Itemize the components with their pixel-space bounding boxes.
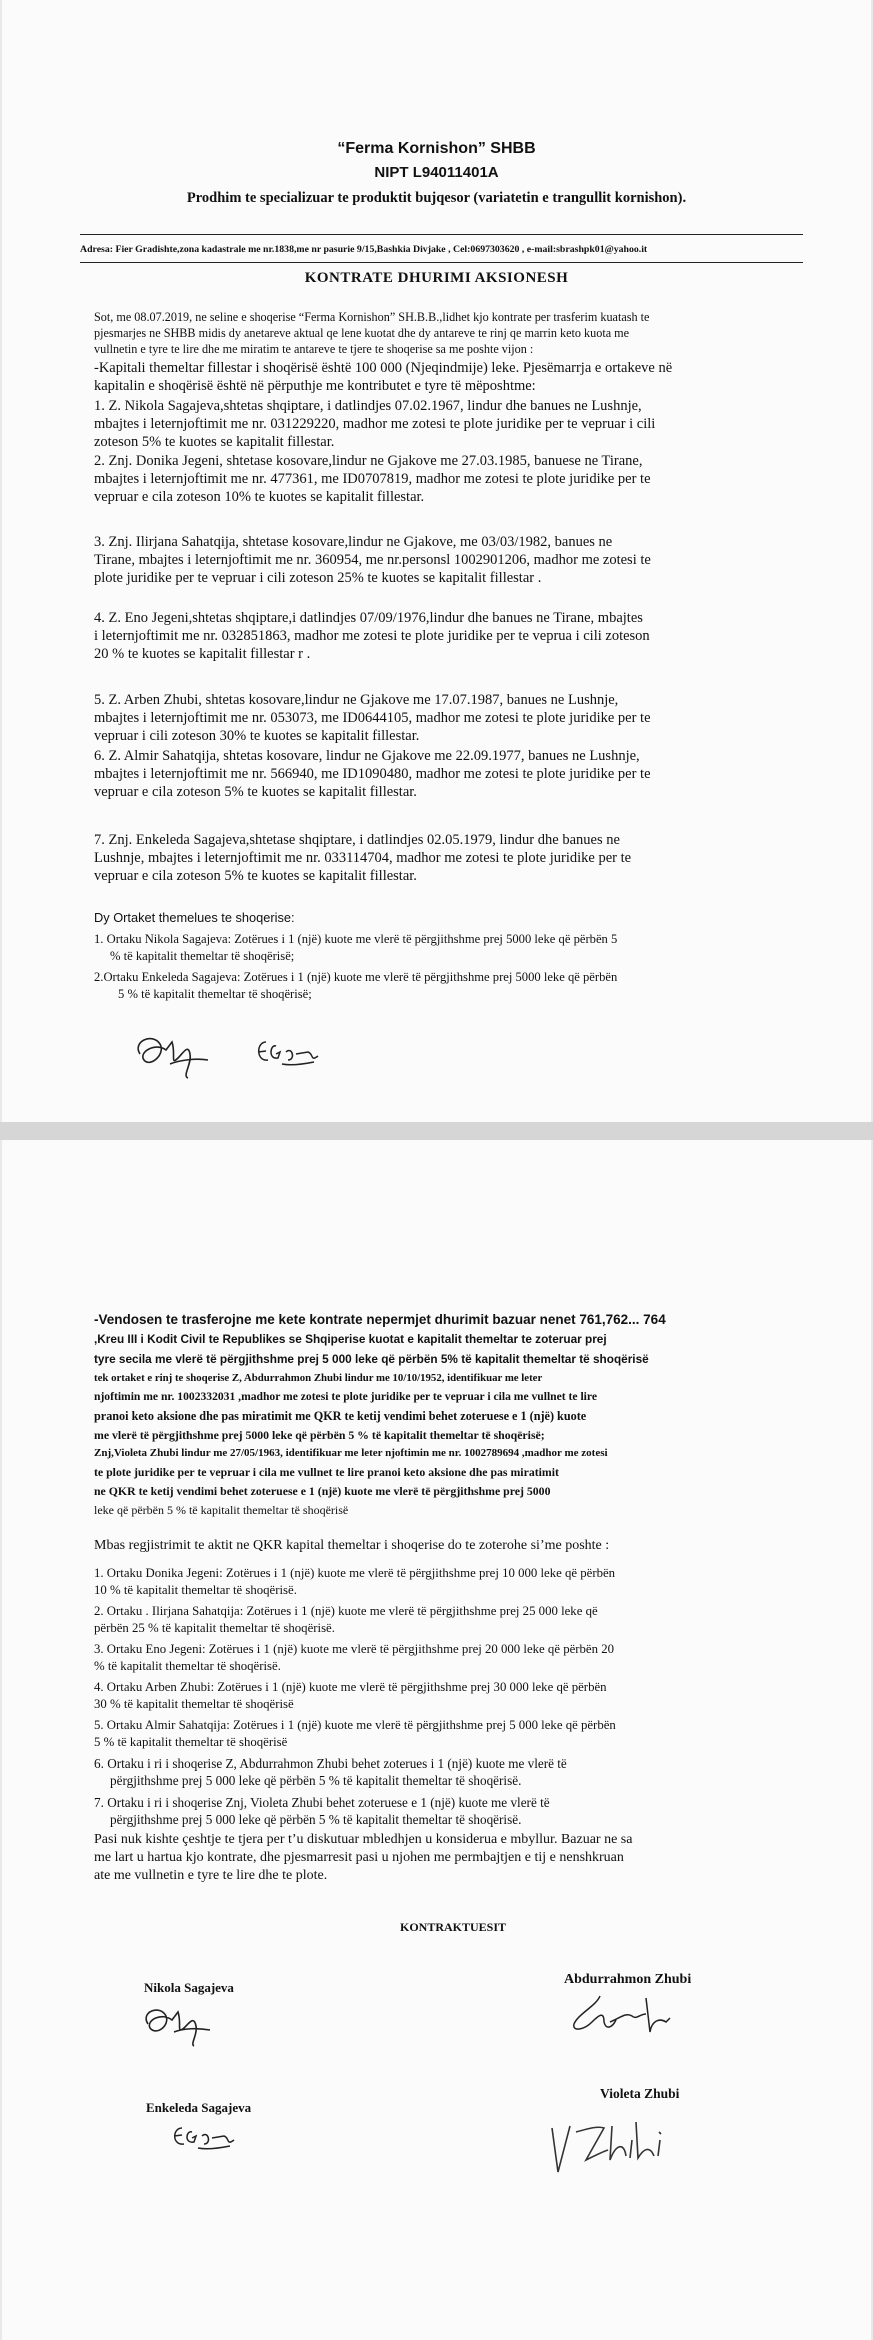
founder-line: 2.Ortaku Enkeleda Sagajeva: Zotërues i 1 (një) kuote me vlerë të përgjithshme prej 5000 leke që përbën: [94, 970, 618, 984]
member-line: 7. Znj. Enkeleda Sagajeva,shtetase shqiptare, i datlindjes 02.05.1979, lindur dhe banues ne: [94, 832, 620, 848]
signatory-name-abdurrahmon: Abdurrahmon Zhubi: [564, 1972, 692, 1987]
member-line: mbajtes i leternjoftimit me nr. 053073, me ID0644105, madhor me zotesi te plote juridike per te: [94, 710, 651, 726]
member-line: vepruar e cila zoteson 5% te kuotes se kapitalit fillestar.: [94, 868, 417, 884]
member-line: vepruar e cila zoteson 5% te kuotes se kapitalit fillestar.: [94, 784, 417, 800]
share-line: përbën 25 % të kapitalit themeltar të shoqërisë.: [94, 1621, 335, 1635]
member-line: i leternjoftimit me nr. 032851863, madhor me zotesi te plote juridike per te veprua i cili zoteson: [94, 628, 650, 644]
share-line: 5. Ortaku Almir Sahatqija: Zotërues i 1 (një) kuote me vlerë të përgjithshme prej 5 000 leke që përbën: [94, 1718, 616, 1732]
decision-line: ne QKR te ketij vendimi behet zoteruese e 1 (një) kuote me vlerë të përgjithshme prej 5000: [94, 1484, 551, 1498]
signatory-name-enkeleda: Enkeleda Sagajeva: [146, 2100, 252, 2115]
decision-line: tyre secila me vlerë të përgjithshme prej 5 000 leke që përbën 5% të kapitalit themeltar të shoqërisë: [94, 1352, 649, 1366]
share-line: 1. Ortaku Donika Jegeni: Zotërues i 1 (një) kuote me vlerë të përgjithshme prej 10 000 leke që përbën: [94, 1566, 616, 1580]
signatory-name-violeta: Violeta Zhubi: [600, 2086, 680, 2101]
decision-line: me vlerë të përgjithshme prej 5000 leke që përbën 5 % të kapitalit themeltar të shoqërisë;: [94, 1428, 545, 1442]
nipt-number: NIPT L94011401A: [374, 164, 499, 181]
company-address: Adresa: Fier Gradishte,zona kadastrale me nr.1838,me nr pasurie 9/15,Bashkia Divjake , Cel:0697303620 , e-mail:sbrashpk01@yahoo.it: [80, 244, 648, 255]
closing-line: me lart u hartua kjo kontrate, dhe pjesmarresit pasi u njohen me permbajtjen e tij e nenshkruan: [94, 1850, 624, 1865]
intro-line: pjesmarjes ne SHBB midis dy anetareve aktual qe lene kuotat dhe dy antareve te rinj qe marrin keto kuota me: [94, 326, 630, 340]
share-line: 30 % të kapitalit themeltar të shoqërisë: [94, 1697, 294, 1711]
header-rule: [80, 234, 803, 235]
member-line: 3. Znj. Ilirjana Sahatqija, shtetase kosovare,lindur ne Gjakove, me 03/03/1982, banues ne: [94, 534, 613, 550]
decision-line: ,Kreu III i Kodit Civil te Republikes se Shqiperise kuotat e kapitalit themeltar te zoteruar prej: [94, 1332, 607, 1346]
founder-line: 1. Ortaku Nikola Sagajeva: Zotërues i 1 (një) kuote me vlerë të përgjithshme prej 5000 leke që përbën 5: [94, 932, 618, 946]
company-subtitle: Prodhim te specializuar te produktit bujqesor (variatetin e trangullit kornishon).: [186, 190, 687, 206]
document-title: KONTRATE DHURIMI AKSIONESH: [304, 270, 569, 286]
member-line: 5. Z. Arben Zhubi, shtetas kosovare,lindur ne Gjakove me 17.07.1987, banues ne Lushnje,: [94, 692, 619, 708]
member-line: vepruar e cila zoteson 10% te kuotes se kapitalit fillestar.: [94, 489, 425, 505]
decision-line: te plote juridike per te vepruar i cila me vullnet te lire pranoi keto aksione dhe pas miratimit: [94, 1465, 559, 1479]
share-line: % të kapitalit themeltar të shoqërisë.: [94, 1659, 281, 1673]
signature-enkeleda-sagajeva: [168, 2120, 243, 2156]
member-line: Tirane, mbajtes i leternjoftimit me nr. 360954, me nr.personsl 1002901206, madhor me zotesi te: [94, 552, 651, 568]
decision-line: leke që përbën 5 % të kapitalit themeltar të shoqërisë: [94, 1503, 349, 1517]
registration-intro: Mbas regjistrimit te aktit ne QKR kapital themeltar i shoqerise do te zoterohe si’me poshte :: [94, 1538, 610, 1553]
member-line: vepruar i cili zoteson 30% te kuotes se kapitalit fillestar.: [94, 728, 420, 744]
capital-line: kapitalin e shoqërisë është në përputhje me kontributet e tyre të mëposhtme:: [94, 378, 536, 394]
company-name: “Ferma Kornishon” SHBB: [337, 140, 536, 157]
decision-line: Znj,Violeta Zhubi lindur me 27/05/1963, identifikuar me leter njoftimin me nr. 1002789694 ,madhor me zotesi: [94, 1447, 608, 1459]
member-line: 20 % te kuotes se kapitalit fillestar r .: [94, 646, 311, 662]
closing-line: Pasi nuk kishte çeshtje te tjera per t’u diskutuar mbledhjen u konsiderua e mbyllur. Bazuar ne sa: [94, 1832, 633, 1847]
member-line: Lushnje, mbajtes i leternjoftimit me nr. 033114704, madhor me zotesi te plote juridike per te: [94, 850, 632, 866]
share-line: 10 % të kapitalit themeltar të shoqërisë.: [94, 1583, 297, 1597]
capital-line: -Kapitali themeltar fillestar i shoqërisë është 100 000 (Njeqindmije) leke. Pjesëmarrja e ortakeve në: [94, 360, 673, 376]
member-line: 2. Znj. Donika Jegeni, shtetase kosovare,lindur ne Gjakove me 27.03.1985, banuese ne Tirane,: [94, 453, 643, 469]
founders-heading: Dy Ortaket themelues te shoqerise:: [94, 910, 295, 925]
member-line: mbajtes i leternjoftimit me nr. 566940, me ID1090480, madhor me zotesi te plote juridike per te: [94, 766, 651, 782]
decision-line: -Vendosen te trasferojne me kete kontrate nepermjet dhurimit bazuar nenet 761,762... 764: [94, 1312, 666, 1327]
signatories-heading: KONTRAKTUESIT: [400, 1920, 507, 1934]
intro-line: Sot, me 08.07.2019, ne seline e shoqerise “Ferma Kornishon” SH.B.B.,lidhet kjo kontrate per trasferim kuatash te: [94, 310, 650, 324]
share-line: 6. Ortaku i ri i shoqerise Z, Abdurrahmon Zhubi behet zoterues i 1 (një) kuote me vlerë të: [94, 1756, 567, 1771]
share-line: 2. Ortaku . Ilirjana Sahatqija: Zotërues i 1 (një) kuote me vlerë të përgjithshme prej 25 000 leke që: [94, 1604, 598, 1618]
intro-line: vullnetin e tyre te lire dhe me miratim te antareve te tjere te shoqerise sa me poshte vijon :: [94, 342, 534, 356]
decision-line: njoftimin me nr. 1002332031 ,madhor me zotesi te plote juridike per te vepruar i cila me vullnet te lire: [94, 1390, 597, 1403]
contract-page-2: [2, 1140, 871, 2340]
share-line: 3. Ortaku Eno Jegeni: Zotërues i 1 (një) kuote me vlerë të përgjithshme prej 20 000 leke që përbën 20: [94, 1642, 615, 1656]
decision-line: pranoi keto aksione dhe pas miratimit me QKR te ketij vendimi behet zoteruese e 1 (një) kuote: [94, 1409, 587, 1423]
member-line: mbajtes i leternjoftimit me nr. 477361, me ID0707819, madhor me zotesi te plote juridike per te: [94, 471, 651, 487]
signature-nikola-sagajeva: [138, 1998, 218, 2048]
share-line: 5 % të kapitalit themeltar të shoqërisë: [94, 1735, 288, 1749]
closing-line: ate me vullnetin e tyre te lire dhe te plote.: [94, 1868, 328, 1883]
member-line: plote juridike per te vepruar i cili zoteson 25% te kuotes se kapitalit fillestar .: [94, 570, 542, 586]
founder-line: % të kapitalit themeltar të shoqërisë;: [110, 949, 295, 963]
member-line: zoteson 5% te kuotes se kapitalit fillestar.: [94, 434, 335, 450]
share-line: 4. Ortaku Arben Zhubi: Zotërues i 1 (një) kuote me vlerë të përgjithshme prej 30 000 leke që përbën: [94, 1680, 607, 1694]
signatory-name-nikola: Nikola Sagajeva: [144, 1980, 234, 1995]
member-line: mbajtes i leternjoftimit me nr. 031229220, madhor me zotesi te plote juridike per te vepruar i cili: [94, 416, 656, 432]
page-separator: [0, 1122, 873, 1140]
share-line: 7. Ortaku i ri i shoqerise Znj, Violeta Zhubi behet zoteruese e 1 (një) kuote me vlerë të: [94, 1795, 550, 1810]
founder-line: 5 % të kapitalit themeltar të shoqërisë;: [118, 987, 312, 1001]
signature-abdurrahmon-zhubi: [570, 1992, 680, 2042]
contract-page-1: [2, 0, 871, 1122]
member-line: 1. Z. Nikola Sagajeva,shtetas shqiptare, i datlindjes 07.02.1967, lindur dhe banues ne Lushnje,: [94, 398, 642, 414]
share-line: përgjithshme prej 5 000 leke që përbën 5 % të kapitalit themeltar të shoqërisë.: [110, 1812, 522, 1827]
signature-enkeleda-sagajeva: [252, 1032, 327, 1072]
share-line: përgjithshme prej 5 000 leke që përbën 5 % të kapitalit themeltar të shoqërisë.: [110, 1773, 522, 1788]
member-line: 6. Z. Almir Sahatqija, shtetas kosovare, lindur ne Gjakove me 22.09.1977, banues ne Lushnje,: [94, 748, 640, 764]
signature-nikola-sagajeva: [130, 1024, 220, 1082]
address-rule: [80, 262, 803, 263]
decision-line: tek ortaket e rinj te shoqerise Z, Abdurrahmon Zhubi lindur me 10/10/1952, identifikuar me leter: [94, 1372, 543, 1384]
member-line: 4. Z. Eno Jegeni,shtetas shqiptare,i datlindjes 07/09/1976,lindur dhe banues ne Tirane, mbajtes: [94, 610, 643, 626]
signature-violeta-zhubi: [546, 2106, 696, 2176]
